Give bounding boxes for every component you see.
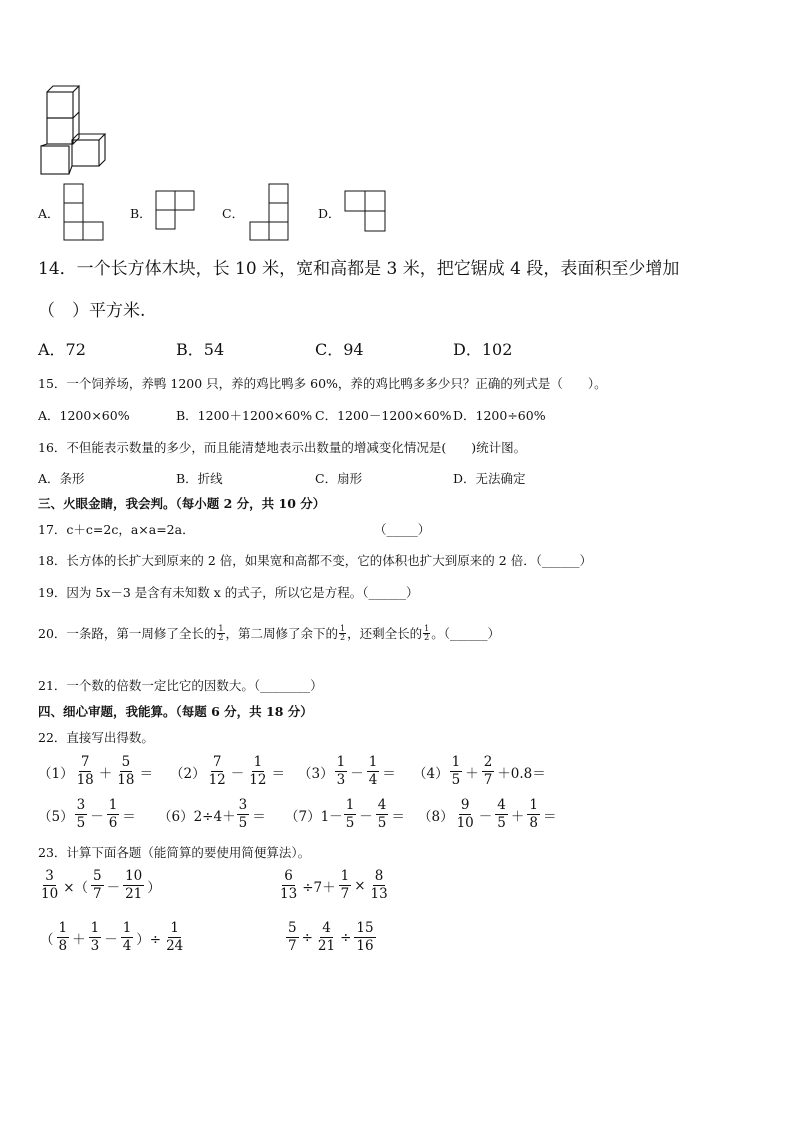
- fraction: $\frac{6}{13}$: [280, 868, 298, 902]
- q15-option-d: D．1200÷60%: [453, 408, 546, 423]
- q18-text: 18．长方体的长扩大到原来的 2 倍，如果宽和高都不变，它的体积也扩大到原来的 2 倍．（______）: [38, 553, 592, 568]
- q22-item-3: （3） $\frac{1}{3}$ － $\frac{1}{4}$ ＝: [298, 754, 396, 788]
- q23-title: 23．计算下面各题（能简算的要使用简便算法）。: [38, 845, 311, 860]
- q14-text-line2: （ ）平方米.: [38, 301, 146, 321]
- frac-denominator: 2: [340, 632, 346, 642]
- q22-item-4: （4） $\frac{1}{5}$ ＋ $\frac{2}{7}$ ＋0.8＝: [413, 754, 546, 788]
- fraction: $\frac{15}{16}$: [356, 920, 374, 954]
- fraction: $\frac{1}{7}$: [340, 868, 350, 902]
- q15-option-b: B．1200＋1200×60%: [176, 408, 313, 423]
- q23-expr-3: （ $\frac{1}{8}$ ＋ $\frac{1}{3}$ － $\frac{1}{4}$ ）÷ $\frac{1}{24}$: [40, 920, 184, 954]
- fraction: $\frac{1}{5}$: [451, 754, 461, 788]
- q23-expr-4: $\frac{5}{7}$ ÷ $\frac{4}{21}$ ÷ $\frac{15}{16}$: [288, 920, 374, 954]
- fraction: $\frac{1}{8}$: [58, 920, 68, 954]
- frac-denominator: 2: [424, 632, 430, 642]
- section-4-heading: 四、细心审题，我能算。（每题 6 分，共 18 分）: [38, 704, 313, 719]
- fraction: $\frac{1}{4}$: [368, 754, 378, 788]
- q22-item-7: （7） 1－ $\frac{1}{5}$ － $\frac{4}{5}$ ＝: [285, 797, 405, 831]
- item-prefix: 1－: [320, 808, 343, 825]
- fraction: $\frac{1}{24}$: [166, 920, 184, 954]
- q21-text: 21．一个数的倍数一定比它的因数大。（________）: [38, 678, 323, 693]
- item-prefix: 2÷4＋: [193, 808, 236, 825]
- q22-title: 22．直接写出得数。: [38, 730, 154, 745]
- cube-stack-figure: [38, 84, 110, 176]
- frac-numerator: 1: [340, 623, 346, 633]
- fraction: $\frac{3}{5}$: [76, 797, 86, 831]
- q15-option-c: C．1200－1200×60%: [315, 408, 452, 423]
- item-number: （7）: [285, 808, 321, 825]
- net-a-icon: [63, 183, 105, 241]
- q17-text: 17．c＋c=2c，a×a=2a．: [38, 522, 195, 537]
- item-number: （5）: [38, 808, 74, 825]
- q20-fraction-1: [217, 625, 224, 642]
- q17-answer-blank[interactable]: （_____）: [374, 522, 431, 537]
- fraction: $\frac{7}{18}$: [76, 754, 94, 788]
- q20-part2: ，第二周修了余下的: [225, 626, 339, 641]
- q20-part1: 20．一条路，第一周修了全长的: [38, 626, 217, 641]
- q15-text: 15．一个饲养场，养鸭 1200 只，养的鸡比鸭多 60%，养的鸡比鸭多多少只？正确的列式是（ ）。: [38, 376, 607, 391]
- q20-fraction-3: [423, 625, 430, 642]
- fraction: $\frac{1}{12}$: [249, 754, 267, 788]
- fraction: $\frac{1}{4}$: [122, 920, 132, 954]
- item-number: （1）: [38, 765, 74, 782]
- q16-option-c: C．扇形: [315, 471, 363, 486]
- fraction: $\frac{1}{6}$: [108, 797, 118, 831]
- q13-option-b-label: B．: [130, 206, 152, 221]
- q14-option-d: D．102: [453, 340, 513, 359]
- fraction: $\frac{1}{3}$: [336, 754, 346, 788]
- q22-item-6: （6） 2÷4＋ $\frac{3}{5}$ ＝: [158, 797, 266, 831]
- q20-fraction-2: [339, 625, 346, 642]
- q14-option-c: C．94: [315, 340, 364, 359]
- item-number: （2）: [170, 765, 206, 782]
- q22-item-8: （8） $\frac{9}{10}$ － $\frac{4}{5}$ ＋ $\frac{1}{8}$ ＝: [418, 797, 557, 831]
- q22-item-2: （2） $\frac{7}{12}$ － $\frac{1}{12}$ ＝: [170, 754, 285, 788]
- item-number: （6）: [158, 808, 194, 825]
- fraction: $\frac{4}{21}$: [317, 920, 336, 954]
- net-c-icon: [248, 183, 290, 241]
- q20-part4: 。（______）: [431, 626, 500, 641]
- q13-option-a-label: A．: [38, 206, 60, 221]
- q15-option-a: A．1200×60%: [38, 408, 130, 423]
- frac-denominator: 2: [218, 632, 224, 642]
- q19-text: 19．因为 5x－3 是含有未知数 x 的式子，所以它是方程。（______）: [38, 585, 419, 600]
- fraction: $\frac{8}{13}$: [370, 868, 388, 902]
- fraction: $\frac{10}{21}$: [125, 868, 143, 902]
- fraction: $\frac{4}{5}$: [377, 797, 387, 831]
- q14-text-line1: 14．一个长方体木块，长 10 米，宽和高都是 3 米，把它锯成 4 段，表面积至少增加: [38, 259, 680, 279]
- frac-numerator: 1: [218, 623, 224, 633]
- fraction: $\frac{1}{8}$: [529, 797, 538, 831]
- q16-text: 16．不但能表示数量的多少，而且能清楚地表示出数量的增减变化情况是( )统计图。: [38, 440, 527, 455]
- fraction: $\frac{3}{10}$: [41, 868, 59, 902]
- q13-option-d-label: D．: [318, 206, 341, 221]
- q20-part3: ，还剩全长的: [347, 626, 423, 641]
- item-number: （8）: [418, 808, 454, 825]
- q22-item-5: （5） $\frac{3}{5}$ － $\frac{1}{6}$ ＝: [38, 797, 136, 831]
- fraction: $\frac{2}{7}$: [483, 754, 493, 788]
- q20-text: [38, 624, 500, 642]
- q16-option-d: D．无法确定: [453, 471, 526, 486]
- net-d-icon: [344, 190, 386, 232]
- fraction: $\frac{7}{12}$: [208, 754, 226, 788]
- q16-option-b: B．折线: [176, 471, 223, 486]
- q14-option-a: A．72: [38, 340, 86, 359]
- item-number: （4）: [413, 765, 449, 782]
- item-number: （3）: [298, 765, 334, 782]
- q13-option-c-label: C．: [222, 206, 245, 221]
- q23-expr-1: $\frac{3}{10}$ ×（ $\frac{5}{7}$ － $\frac{10}{21}$ ）: [41, 868, 161, 902]
- fraction: $\frac{5}{7}$: [93, 868, 102, 902]
- fraction: $\frac{9}{10}$: [456, 797, 474, 831]
- fraction: $\frac{1}{5}$: [345, 797, 355, 831]
- fraction: $\frac{5}{7}$: [288, 920, 297, 954]
- q16-option-a: A．条形: [38, 471, 85, 486]
- fraction: $\frac{3}{5}$: [238, 797, 248, 831]
- fraction: $\frac{1}{3}$: [90, 920, 100, 954]
- q22-item-1: （1） $\frac{7}{18}$ ＋ $\frac{5}{18}$ ＝: [38, 754, 153, 788]
- net-b-icon: [155, 190, 195, 230]
- q14-option-b: B．54: [176, 340, 225, 359]
- q23-expr-2: $\frac{6}{13}$ ÷7＋ $\frac{1}{7}$ × $\frac{8}{13}$: [280, 868, 388, 902]
- fraction: $\frac{5}{18}$: [117, 754, 135, 788]
- frac-numerator: 1: [424, 623, 430, 633]
- fraction: $\frac{4}{5}$: [497, 797, 506, 831]
- section-3-heading: 三、火眼金睛，我会判。（每小题 2 分，共 10 分）: [38, 496, 326, 511]
